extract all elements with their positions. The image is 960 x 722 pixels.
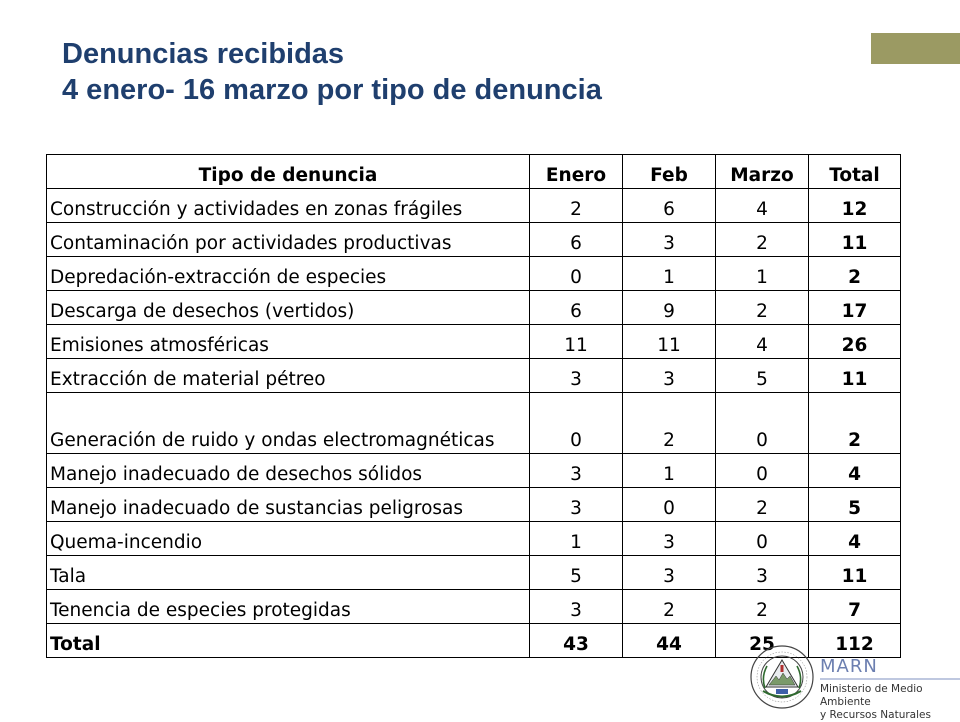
row-total: 26 [809, 325, 901, 359]
marn-fullname-line-1: Ministerio de Medio Ambiente [820, 683, 923, 708]
row-feb: 11 [623, 325, 716, 359]
table-row [47, 393, 901, 454]
row-marzo: 2 [716, 488, 809, 522]
row-feb: 2 [623, 393, 716, 454]
header-feb: Feb [623, 155, 716, 189]
row-tipo: Tenencia de especies protegidas [47, 590, 530, 624]
accent-bar [871, 33, 960, 64]
row-enero: 5 [530, 556, 623, 590]
row-feb: 0 [623, 488, 716, 522]
row-enero: 2 [530, 189, 623, 223]
table-row [47, 359, 901, 393]
row-enero: 6 [530, 223, 623, 257]
marn-fullname [820, 683, 960, 722]
row-total: 2 [809, 393, 901, 454]
totals-feb: 44 [623, 624, 716, 658]
header-total: Total [809, 155, 901, 189]
row-tipo: Emisiones atmosféricas [47, 325, 530, 359]
row-marzo: 3 [716, 556, 809, 590]
row-tipo: Descarga de desechos (vertidos) [47, 291, 530, 325]
row-marzo: 2 [716, 291, 809, 325]
title-line-1: Denuncias recibidas [62, 38, 345, 70]
row-tipo: Tala [47, 556, 530, 590]
row-total: 5 [809, 488, 901, 522]
row-enero: 3 [530, 590, 623, 624]
row-total: 2 [809, 257, 901, 291]
table-row [47, 189, 901, 223]
row-total: 7 [809, 590, 901, 624]
marn-logo [745, 640, 960, 720]
row-total: 11 [809, 359, 901, 393]
row-tipo: Depredación-extracción de especies [47, 257, 530, 291]
row-marzo: 4 [716, 325, 809, 359]
header-enero: Enero [530, 155, 623, 189]
row-total: 17 [809, 291, 901, 325]
title-line-2: 4 enero- 16 marzo por tipo de denuncia [62, 74, 602, 107]
row-marzo: 2 [716, 590, 809, 624]
row-tipo: Manejo inadecuado de sustancias peligrosas [47, 488, 530, 522]
row-marzo: 4 [716, 189, 809, 223]
marn-acronym: MARN [820, 656, 878, 677]
row-tipo: Contaminación por actividades productivas [47, 223, 530, 257]
table-row [47, 522, 901, 556]
row-feb: 2 [623, 590, 716, 624]
row-enero: 3 [530, 488, 623, 522]
marn-fullname-line-2: y Recursos Naturales [820, 709, 931, 721]
logo-divider [820, 678, 960, 680]
row-enero: 1 [530, 522, 623, 556]
row-tipo: Construcción y actividades en zonas frágiles [47, 189, 530, 223]
row-feb: 3 [623, 556, 716, 590]
row-marzo: 1 [716, 257, 809, 291]
row-enero: 3 [530, 454, 623, 488]
row-total: 4 [809, 522, 901, 556]
row-feb: 6 [623, 189, 716, 223]
row-feb: 1 [623, 454, 716, 488]
row-feb: 3 [623, 522, 716, 556]
table-row [47, 454, 901, 488]
table-row [47, 590, 901, 624]
complaints-table [46, 154, 901, 658]
row-total: 4 [809, 454, 901, 488]
totals-label: Total [47, 624, 530, 658]
table-row [47, 291, 901, 325]
row-enero: 11 [530, 325, 623, 359]
header-tipo: Tipo de denuncia [47, 155, 530, 189]
table-row [47, 257, 901, 291]
table-row [47, 488, 901, 522]
row-feb: 3 [623, 359, 716, 393]
row-total: 11 [809, 556, 901, 590]
row-enero: 3 [530, 359, 623, 393]
totals-total: 112 [809, 624, 901, 658]
table-row [47, 556, 901, 590]
totals-enero: 43 [530, 624, 623, 658]
national-seal-icon [749, 644, 815, 710]
table-header-row [47, 155, 901, 189]
row-tipo: Generación de ruido y ondas electromagnéticas [47, 393, 530, 454]
row-feb: 9 [623, 291, 716, 325]
row-marzo: 2 [716, 223, 809, 257]
row-tipo: Extracción de material pétreo [47, 359, 530, 393]
row-enero: 0 [530, 393, 623, 454]
row-total: 12 [809, 189, 901, 223]
row-enero: 0 [530, 257, 623, 291]
row-feb: 3 [623, 223, 716, 257]
row-tipo: Manejo inadecuado de desechos sólidos [47, 454, 530, 488]
header-marzo: Marzo [716, 155, 809, 189]
table-row [47, 325, 901, 359]
table-row [47, 223, 901, 257]
row-marzo: 0 [716, 522, 809, 556]
row-total: 11 [809, 223, 901, 257]
row-enero: 6 [530, 291, 623, 325]
row-marzo: 5 [716, 359, 809, 393]
row-marzo: 0 [716, 454, 809, 488]
row-tipo: Quema-incendio [47, 522, 530, 556]
row-marzo: 0 [716, 393, 809, 454]
totals-marzo: 25 [716, 624, 809, 658]
slide-title [62, 36, 602, 109]
table-body [47, 189, 901, 624]
row-feb: 1 [623, 257, 716, 291]
